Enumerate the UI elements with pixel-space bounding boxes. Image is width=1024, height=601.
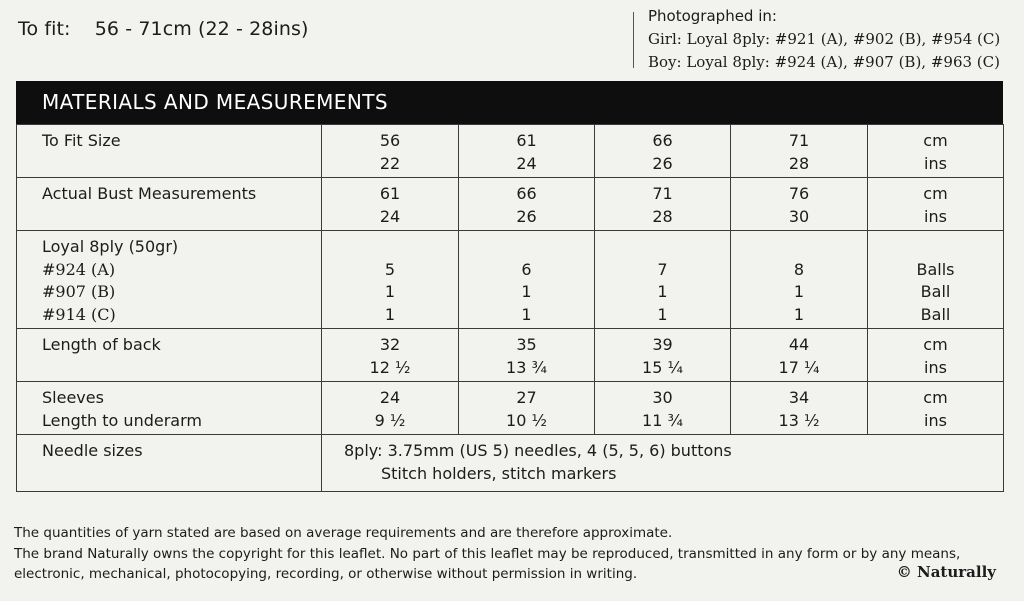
- cell-value: [595, 236, 730, 259]
- cell-value: [322, 236, 458, 259]
- cell-value: 66: [652, 131, 673, 150]
- needle-line-1: 8ply: 3.75mm (US 5) needles, 4 (5, 5, 6) buttons: [344, 441, 732, 460]
- size-cell: [595, 178, 731, 231]
- cell-value: 15 ¼: [642, 357, 683, 377]
- photographed-boy: Boy: Loyal 8ply: #924 (A), #907 (B), #963 (C): [648, 53, 1000, 71]
- photographed-heading: Photographed in:: [648, 7, 777, 25]
- unit-value: cm: [923, 388, 948, 407]
- cell-value: 9 ½: [374, 410, 406, 430]
- unit-cell: [868, 178, 1004, 231]
- unit-cell: [868, 231, 1004, 329]
- unit-value: Balls: [916, 259, 955, 279]
- table-row: [17, 178, 1004, 231]
- cell-value: 39: [652, 335, 673, 354]
- size-cell: [731, 125, 868, 178]
- table-title: MATERIALS AND MEASUREMENTS: [16, 81, 1003, 124]
- cell-value: 26: [516, 206, 537, 226]
- cell-value: 5: [384, 259, 396, 279]
- photographed-in-block: [648, 5, 1000, 74]
- cell-value: 24: [516, 153, 537, 173]
- row-label-cell: [17, 329, 322, 382]
- cell-value: 30: [788, 206, 810, 226]
- size-cell: [731, 231, 868, 329]
- cell-value: 1: [793, 304, 805, 324]
- cell-value: 28: [652, 206, 673, 226]
- unit-value: ins: [924, 153, 947, 173]
- size-cell: [731, 329, 868, 382]
- cell-value: 24: [379, 206, 401, 226]
- row-label-line: #924 (A): [42, 259, 116, 279]
- unit-cell: [868, 125, 1004, 178]
- unit-value: [868, 236, 1003, 259]
- unit-value: cm: [923, 335, 948, 354]
- row-label-line: To Fit Size: [42, 131, 121, 150]
- size-cell: [731, 382, 868, 435]
- needle-line-2: Stitch holders, stitch markers: [381, 463, 617, 483]
- cell-value: 17 ¼: [778, 357, 820, 377]
- unit-cell: [868, 382, 1004, 435]
- size-cell: [322, 382, 459, 435]
- cell-value: 1: [521, 282, 532, 301]
- cell-value: 1: [793, 282, 805, 301]
- cell-value: 1: [384, 282, 396, 301]
- cell-value: 26: [652, 153, 673, 173]
- unit-value: Ball: [920, 304, 951, 324]
- needle-label: Needle sizes: [42, 441, 143, 460]
- unit-value: cm: [923, 131, 948, 150]
- size-cell: [459, 125, 595, 178]
- footer-notes: [14, 523, 1014, 585]
- size-cell: [459, 178, 595, 231]
- cell-value: 44: [788, 335, 810, 354]
- size-cell: [595, 125, 731, 178]
- cell-value: [459, 236, 594, 259]
- unit-value: ins: [924, 357, 947, 377]
- row-label-cell: [17, 178, 322, 231]
- row-label-cell: [17, 382, 322, 435]
- cell-value: 1: [384, 304, 396, 324]
- footer-line-2: The brand Naturally owns the copyright for this leaflet. No part of this leaflet may be reproduced, transmitted in any form or by any means,: [14, 545, 961, 562]
- cell-value: 61: [379, 184, 401, 203]
- unit-value: Ball: [920, 282, 951, 301]
- cell-value: 71: [788, 131, 810, 150]
- cell-value: 35: [516, 335, 537, 354]
- to-fit-label: To fit:: [18, 18, 71, 40]
- cell-value: 66: [516, 184, 537, 203]
- vertical-divider: [633, 12, 634, 68]
- to-fit-line: [18, 18, 309, 40]
- size-cell: [459, 231, 595, 329]
- row-label-line: Sleeves: [42, 388, 104, 407]
- unit-value: ins: [924, 206, 947, 226]
- size-cell: [322, 231, 459, 329]
- to-fit-value: 56 - 71cm (22 - 28ins): [94, 18, 309, 40]
- size-cell: [459, 329, 595, 382]
- unit-cell: [868, 329, 1004, 382]
- cell-value: 22: [379, 153, 401, 173]
- size-cell: [322, 178, 459, 231]
- needle-label-cell: [17, 435, 322, 492]
- row-label-line: Length to underarm: [42, 410, 202, 430]
- unit-value: cm: [923, 184, 948, 203]
- cell-value: 7: [657, 259, 668, 279]
- unit-value: ins: [924, 410, 947, 430]
- cell-value: 11 ¾: [642, 410, 683, 430]
- size-cell: [459, 382, 595, 435]
- copyright-mark: © Naturally: [896, 563, 996, 581]
- row-label-line: #914 (C): [42, 304, 116, 324]
- size-cell: [731, 178, 868, 231]
- cell-value: 13 ¾: [506, 357, 547, 377]
- cell-value: 32: [379, 335, 401, 354]
- table-row: [17, 382, 1004, 435]
- table-row-needles: [17, 435, 1004, 492]
- row-label-line: #907 (B): [42, 282, 116, 301]
- cell-value: 6: [521, 259, 532, 279]
- table-row: [17, 125, 1004, 178]
- footer-line-1: The quantities of yarn stated are based on average requirements and are therefore approximate.: [14, 525, 673, 541]
- materials-table: [16, 124, 1004, 492]
- cell-value: 10 ½: [506, 410, 547, 430]
- row-label-cell: [17, 125, 322, 178]
- table-row: [17, 329, 1004, 382]
- cell-value: 24: [379, 388, 401, 407]
- row-label-cell: [17, 231, 322, 329]
- cell-value: 8: [793, 259, 805, 279]
- cell-value: 61: [516, 131, 537, 150]
- cell-value: 28: [788, 153, 810, 173]
- size-cell: [595, 329, 731, 382]
- cell-value: 34: [788, 388, 810, 407]
- cell-value: 27: [516, 388, 537, 407]
- size-cell: [322, 125, 459, 178]
- cell-value: 71: [652, 184, 673, 203]
- footer-line-3: electronic, mechanical, photocopying, recording, or otherwise without permission in writing.: [14, 566, 638, 582]
- cell-value: 13 ½: [778, 410, 820, 430]
- cell-value: 1: [657, 304, 668, 324]
- cell-value: [731, 236, 867, 259]
- size-cell: [322, 329, 459, 382]
- photographed-girl: Girl: Loyal 8ply: #921 (A), #902 (B), #954 (C): [648, 30, 1001, 48]
- cell-value: 56: [379, 131, 401, 150]
- materials-table-section: [16, 81, 1003, 492]
- cell-value: 1: [657, 282, 668, 301]
- cell-value: 12 ½: [369, 357, 411, 377]
- size-cell: [595, 382, 731, 435]
- row-label-line: Length of back: [42, 335, 161, 354]
- needle-details-cell: [322, 435, 1004, 492]
- cell-value: 76: [788, 184, 810, 203]
- size-cell: [595, 231, 731, 329]
- row-label-line: Loyal 8ply (50gr): [42, 237, 179, 256]
- row-label-line: Actual Bust Measurements: [42, 184, 257, 203]
- table-row: [17, 231, 1004, 329]
- cell-value: 30: [652, 388, 673, 407]
- cell-value: 1: [521, 304, 532, 324]
